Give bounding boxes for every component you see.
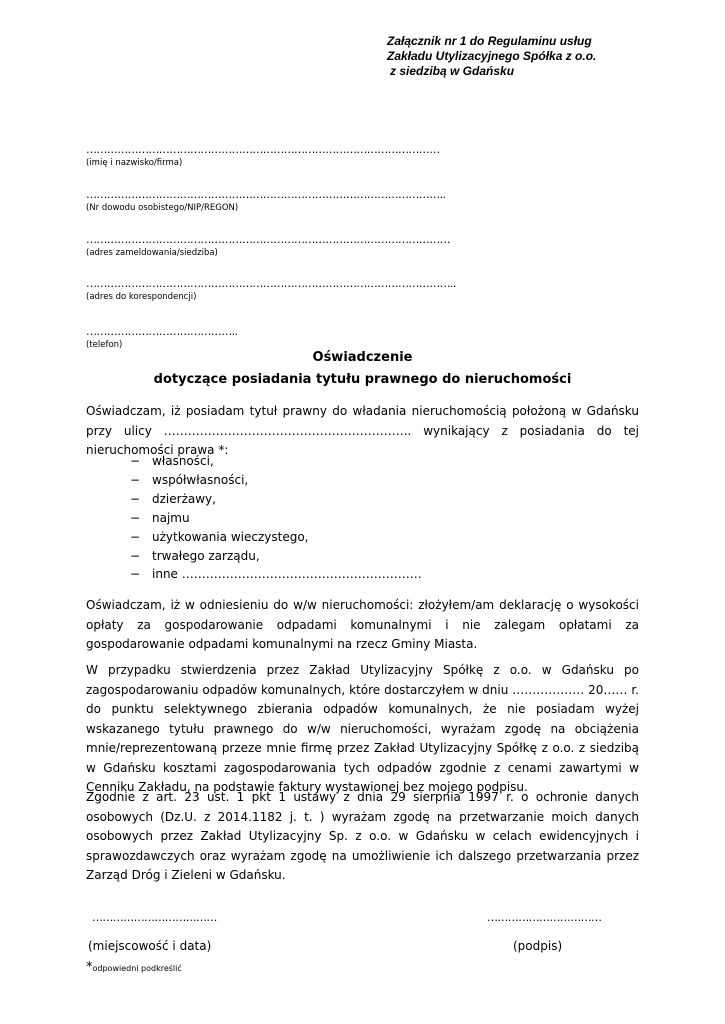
list-item — [130, 547, 422, 566]
field-name — [86, 144, 440, 169]
place-date-line: ……………………………… — [92, 911, 217, 924]
asterisk-mark: * — [86, 960, 93, 975]
dash-bullet: − — [130, 491, 141, 506]
footnote-text: odpowiedni podkreślić — [92, 964, 182, 973]
document-subtitle: dotyczące posiadania tytułu prawnego do nieruchomości — [153, 372, 572, 387]
paragraph-declaration: Oświadczam, iż w odniesieniu do w/w nieruchomości: złożyłem/am deklarację o wysokości opłaty za gospodarowanie odpadami komunalnymi i nie zalegam opłatami za gospodarowanie odpadami komunalnymi na rzecz Gminy Miasta. — [86, 598, 639, 651]
attachment-line-1: Załącznik nr 1 do Regulaminu usług — [387, 34, 592, 48]
list-item-label: własności, — [152, 454, 214, 468]
field-caption: (adres do korespondencji) — [86, 292, 197, 302]
list-item — [130, 471, 422, 490]
dash-bullet: − — [130, 567, 141, 582]
field-caption: (telefon) — [86, 340, 123, 350]
dash-bullet: − — [130, 529, 141, 544]
field-caption: (adres zameldowania/siedziba) — [86, 248, 218, 258]
dash-bullet: − — [130, 548, 141, 563]
rights-list — [130, 452, 422, 584]
paragraph-liability: W przypadku stwierdzenia przez Zakład Utylizacyjny Spółkę z o.o. w Gdańsku po zagospodarowaniu odpadów komunalnych, które dostarczyłem w dniu ……………… 20…… r. do punktu selektywnego zbierania odpadów komunalnych, że nie posiadam wyżej wskazanego tytułu prawnego do w/w nieruchomości, wyrażam zgodę na obciążenia mnie/reprezentowaną przeze mnie firmę przez Zakład Utylizacyjny Spółkę z o.o. z siedzibą w Gdańsku kosztami zagospodarowania tych odpadów zgodnie z cenami zawartymi w Cenniku Zakładu, na podstawie faktury wystawionej bez mojego podpisu. — [86, 663, 639, 794]
list-item — [130, 452, 422, 471]
place-date-label: (miejscowość i data) — [88, 939, 212, 953]
signature-line: …………………………… — [487, 911, 602, 924]
field-correspondence-address — [86, 278, 456, 303]
paragraph-data-consent: Zgodnie z art. 23 ust. 1 pkt 1 ustawy z dnia 29 sierpnia 1997 r. o ochronie danych osobowych (Dz.U. z 2014.1182 j. t. ) wyrażam zgodę na przetwarzanie moich danych osobowych przez Zakład Utylizacyjny Sp. z o.o. w Gdańsku w celach ewidencyjnych i sprawozdawczych oraz wyrażam zgodę na umożliwienie ich dalszego przetwarzania przez Zarząd Dróg i Zieleni w Gdańsku. — [86, 790, 639, 882]
attachment-note — [387, 34, 596, 79]
attachment-line-2: Zakładu Utylizacyjnego Spółka z o.o. — [387, 49, 597, 63]
fill-in-line: …………………………………………………………………………………………….. — [86, 277, 456, 290]
list-item — [130, 565, 422, 584]
fill-in-line: …………………………………………………………………………………………… — [86, 233, 451, 246]
field-caption: (imię i nazwisko/firma) — [86, 158, 183, 168]
footnote — [86, 956, 182, 975]
field-registered-address — [86, 234, 450, 259]
list-item-label: dzierżawy, — [152, 491, 216, 506]
signature-label: (podpis) — [513, 939, 563, 953]
field-id-number — [86, 189, 445, 214]
list-item — [130, 509, 422, 528]
dash-bullet: − — [130, 454, 141, 468]
list-item-label: inne …………………………………………………… — [152, 567, 422, 582]
fill-in-line: …………………………………….. — [86, 325, 238, 338]
field-phone — [86, 326, 237, 351]
document-title: Oświadczenie — [312, 350, 413, 365]
paragraph-legal-title: Oświadczam, iż posiadam tytuł prawny do władania nieruchomością położoną w Gdańsku przy ulicy …………………………………………………….. wynikający z posiadania do tej nieruchomości prawa *: — [86, 404, 639, 457]
list-item-label: najmu — [152, 510, 190, 525]
attachment-line-3: z siedzibą w Gdańsku — [390, 64, 515, 78]
dash-bullet: − — [130, 472, 141, 487]
fill-in-line: ………………………………………………………………………………………… — [86, 143, 440, 156]
list-item-label: współwłasności, — [152, 472, 249, 487]
list-item-label: trwałego zarządu, — [152, 548, 260, 563]
fill-in-line: ………………………………………………………………………………………….. — [86, 188, 446, 201]
field-caption: (Nr dowodu osobistego/NIP/REGON) — [86, 203, 239, 213]
list-item-label: użytkowania wieczystego, — [152, 529, 309, 544]
list-item — [130, 528, 422, 547]
dash-bullet: − — [130, 510, 141, 525]
list-item — [130, 490, 422, 509]
